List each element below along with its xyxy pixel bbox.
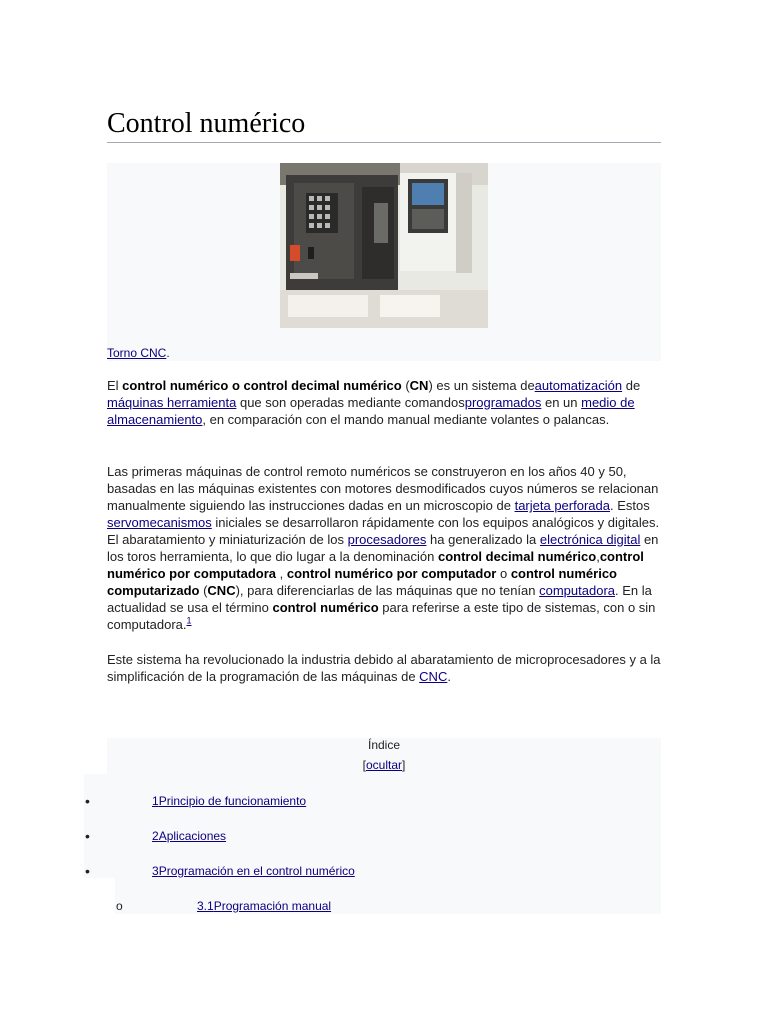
paragraph-impact: Este sistema ha revolucionado la industria debido al abaratamiento de microprocesadores y a la simplificación de la programación de las máquinas de CNC.: [107, 652, 661, 684]
page-title: Control numérico: [107, 108, 661, 143]
link-tarjeta-perforada[interactable]: tarjeta perforada: [514, 498, 610, 513]
toc-sub-bullet: o: [116, 899, 123, 913]
link-medio-almacenamiento[interactable]: medio de almacenamiento: [107, 395, 635, 427]
image-caption: Torno CNC.: [107, 346, 170, 360]
toc-header: [107, 738, 661, 774]
toc-toggle: [ocultar]: [362, 758, 406, 772]
toc-item-principio[interactable]: 1Principio de funcionamiento: [152, 794, 307, 808]
toc-item-programacion[interactable]: 3Programación en el control numérico: [152, 864, 355, 878]
toc-bullet: •: [85, 828, 90, 844]
cnc-lathe-image[interactable]: [280, 163, 488, 328]
toc-title: Índice: [367, 738, 401, 752]
link-procesadores[interactable]: procesadores: [347, 532, 427, 547]
image-thumbnail: [107, 163, 661, 361]
paragraph-history: Las primeras máquinas de control remoto numéricos se construyeron en los años 40 y 50, basadas en las máquinas existentes con motores desmodificados cuyos números se relacionan manualmente siguiendo las instrucciones dadas en un microscopio de tarjeta perforada. Estos servomecanismos iniciales se desarrollaron rápidamente con los equipos analógicos y digitales. El abaratamiento y miniaturización de los procesadores ha generalizado la electrónica digital en los toros herramienta, lo que dio lugar a la denominación control decimal numérico,control numérico por computadora , control numérico por computador o control numérico computarizado (CNC), para diferenciarlas de las máquinas que no tenían computadora. En la actualidad se usa el término control numérico para referirse a este tipo de sistemas, con o sin computadora.$^1$: [107, 464, 660, 632]
link-servomecanismos[interactable]: servomecanismos: [107, 515, 212, 530]
toc-item-aplicaciones[interactable]: 2Aplicaciones: [152, 829, 227, 843]
link-computadora[interactable]: computadora: [539, 583, 616, 598]
toc-item-programacion-manual[interactable]: 3.1Programación manual: [197, 899, 332, 913]
paragraph-intro: El control numérico o control decimal numérico (CN) es un sistema deautomatización de máquinas herramienta que son operadas mediante comandosprogramados en un medio de almacenamiento, en comparación con el mando manual mediante volantes o palancas.: [107, 378, 641, 427]
reference-link[interactable]: 1: [186, 615, 192, 626]
link-cnc[interactable]: CNC: [419, 669, 448, 684]
link-programados[interactable]: programados: [464, 395, 542, 410]
caption-link[interactable]: Torno CNC: [107, 346, 167, 360]
link-electronica-digital[interactable]: electrónica digital: [539, 532, 641, 547]
toc-bullet: •: [85, 793, 90, 809]
link-automatizacion[interactable]: automatización: [534, 378, 623, 393]
link-maquinas-herramienta[interactable]: máquinas herramienta: [107, 395, 237, 410]
toc-hide-link[interactable]: ocultar: [365, 758, 403, 772]
toc-bullet: •: [85, 863, 90, 879]
